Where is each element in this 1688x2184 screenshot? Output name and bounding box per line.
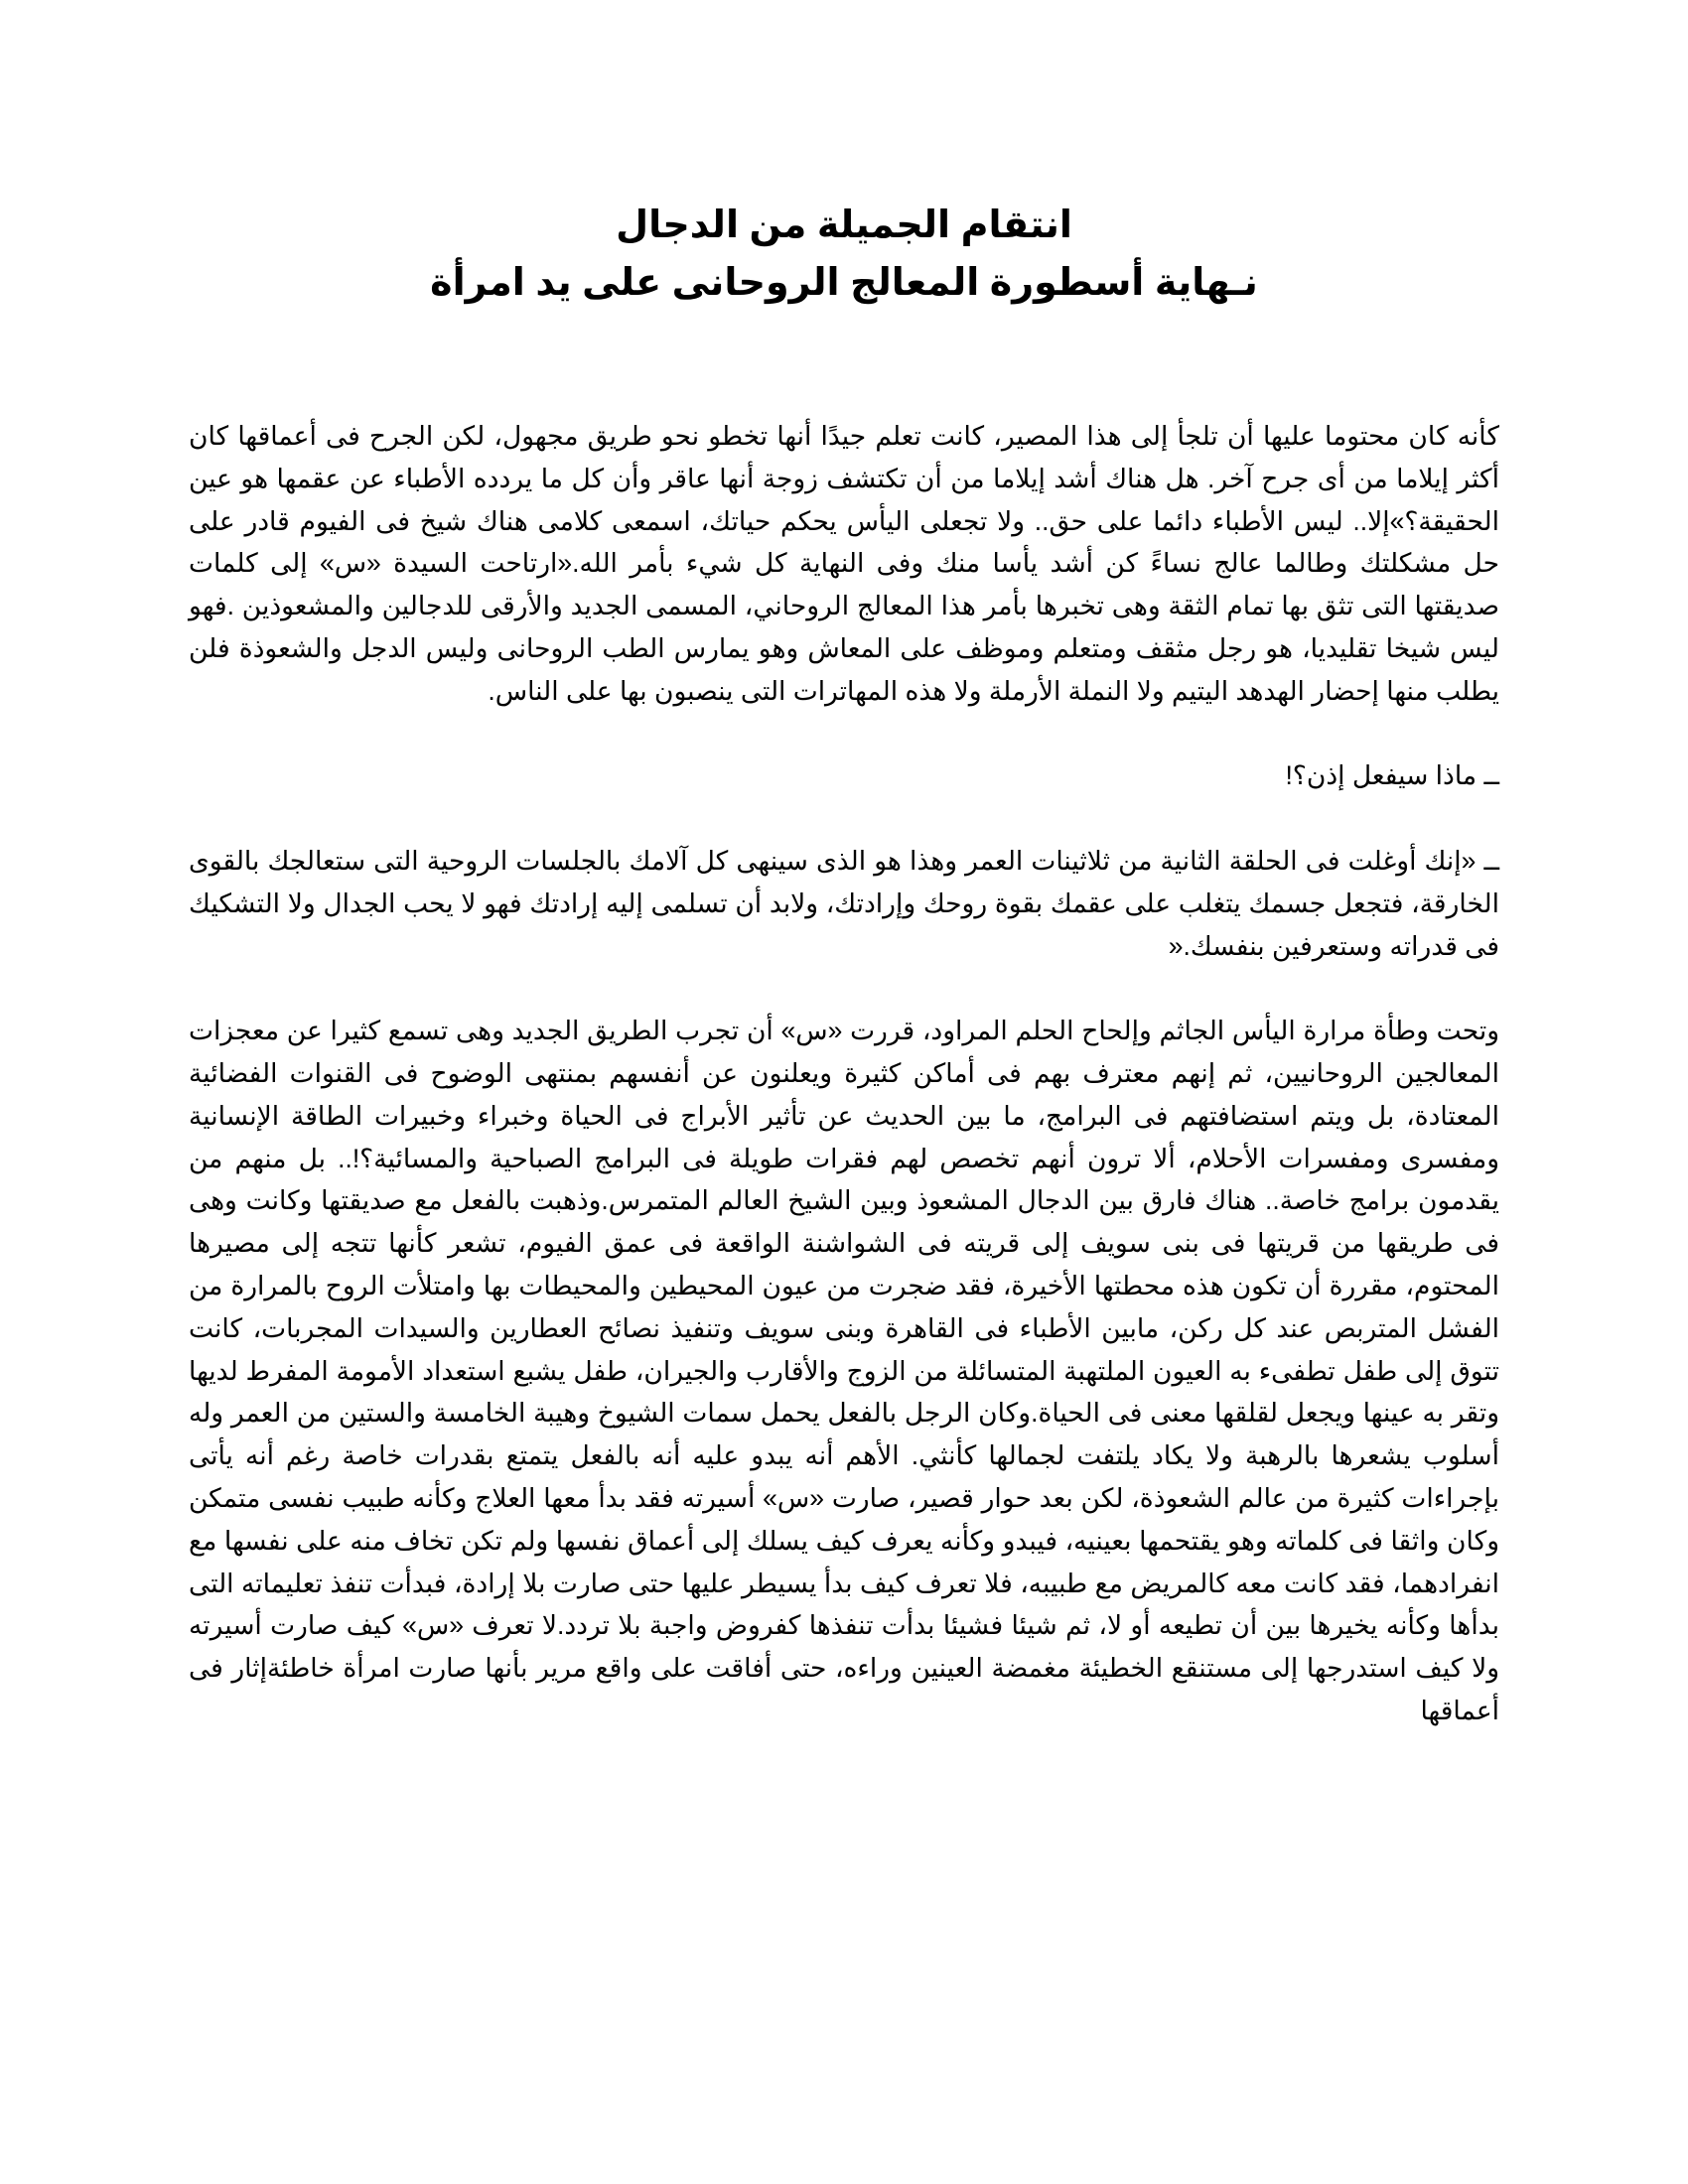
article-body — [189, 415, 1499, 1732]
paragraph-quote: ــ «إنك أوغلت فى الحلقة الثانية من ثلاثينات العمر وهذا هو الذى سينهى كل آلامك بالجلسات الروحية التى ستعالجك بالقوى الخارقة، فتجعل جسمك يتغلب على عقمك بقوة روحك وإرادتك، ولابد أن تسلمى إليه إرادتك فهو لا يحب الجدال ولا التشكيك فى قدراته وستعرفين بنفسك.« — [189, 845, 1499, 961]
title-line-2: نـهاية أسطورة المعالج الروحانى على يد امرأة — [430, 262, 1258, 304]
paragraph-intro: كأنه كان محتوما عليها أن تلجأ إلى هذا المصير، كانت تعلم جيدًا أنها تخطو نحو طريق مجهول، لكن الجرح فى أعماقها كان أكثر إيلاما من أى جرح آخر. هل هناك أشد إيلاما من أن تكتشف زوجة أنها عاقر وأن كل ما يردده الأطباء عن عقمها هو عين الحقيقة؟»إلا.. ليس الأطباء دائما على حق.. ولا تجعلى اليأس يحكم حياتك، اسمعى كلامى هناك شيخ فى الفيوم قادر على حل مشكلتك وطالما عالج نساءً كن أشد يأسا منك وفى النهاية كل شيء بأمر الله.«ارتاحت السيدة «س» إلى كلمات صديقتها التى تثق بها تمام الثقة وهى تخبرها بأمر هذا المعالج الروحاني، المسمى الجديد والأرقى للدجالين والمشعوذين .فهو ليس شيخا تقليديا، هو رجل مثقف ومتعلم وموظف على المعاش وهو يمارس الطب الروحانى وليس الدجل والشعوذة فلن يطلب منها إحضار الهدهد اليتيم ولا النملة الأرملة ولا هذه المهاترات التى ينصبون بها على الناس. — [189, 421, 1499, 706]
paragraph-question: ــ ماذا سيفعل إذن؟! — [1285, 760, 1499, 791]
title-line-1: انتقام الجميلة من الدجال — [616, 205, 1072, 246]
article-title — [189, 197, 1499, 312]
paragraph-story: وتحت وطأة مرارة اليأس الجاثم وإلحاح الحلم المراود، قررت «س» أن تجرب الطريق الجديد وهى تسمع كثيرا عن معجزات المعالجين الروحانيين، ثم إنهم معترف بهم فى أماكن كثيرة ويعلنون عن أنفسهم بمنتهى الوضوح فى القنوات الفضائية المعتادة، بل ويتم استضافتهم فى البرامج، ما بين الحديث عن تأثير الأبراج فى الحياة وخبراء وخبيرات الطاقة الإنسانية ومفسرى ومفسرات الأحلام، ألا ترون أنهم تخصص لهم فقرات طويلة فى البرامج الصباحية والمسائية؟!.. بل منهم من يقدمون برامج خاصة.. هناك فارق بين الدجال المشعوذ وبين الشيخ العالم المتمرس.وذهبت بالفعل مع صديقتها وكانت وهى فى طريقها من قريتها فى بنى سويف إلى قريته فى الشواشنة الواقعة فى عمق الفيوم، تشعر كأنها تتجه إلى مصيرها المحتوم، مقررة أن تكون هذه محطتها الأخيرة، فقد ضجرت من عيون المحيطين والمحيطات بها وامتلأت الروح بالمرارة من الفشل المتربص عند كل ركن، مابين الأطباء فى القاهرة وبنى سويف وتنفيذ نصائح العطارين والسيدات المجربات، كانت تتوق إلى طفل تطفىء به العيون الملتهبة المتسائلة من الزوج والأقارب والجيران، طفل يشبع استعداد الأمومة المفرط لديها وتقر به عينها ويجعل لقلقها معنى فى الحياة.وكان الرجل بالفعل يحمل سمات الشيوخ وهيبة الخامسة والستين من العمر وله أسلوب يشعرها بالرهبة ولا يكاد يلتفت لجمالها كأنثي. الأهم أنه يبدو عليه أنه بالفعل يتمتع بقدرات خاصة رغم أنه يأتى بإجراءات كثيرة من عالم الشعوذة، لكن بعد حوار قصير، صارت «س» أسيرته فقد بدأ معها العلاج وكأنه طبيب نفسى متمكن وكان واثقا فى كلماته وهو يقتحمها بعينيه، فيبدو وكأنه يعرف كيف يسلك إلى أعماق نفسها ولم تكن تخاف منه على نفسها مع انفرادهما، فقد كانت معه كالمريض مع طبيبه، فلا تعرف كيف بدأ يسيطر عليها حتى صارت بلا إرادة، فبدأت تنفذ تعليماته التى بدأها وكأنه يخيرها بين أن تطيعه أو لا، ثم شيئا فشيئا بدأت تنفذها كفروض واجبة بلا تردد.لا تعرف «س» كيف صارت أسيرته ولا كيف استدرجها إلى مستنقع الخطيئة مغمضة العينين وراءه، حتى أفاقت على واقع مرير بأنها صارت امرأة خاطئةإثار فى أعماقها — [189, 1016, 1499, 1725]
